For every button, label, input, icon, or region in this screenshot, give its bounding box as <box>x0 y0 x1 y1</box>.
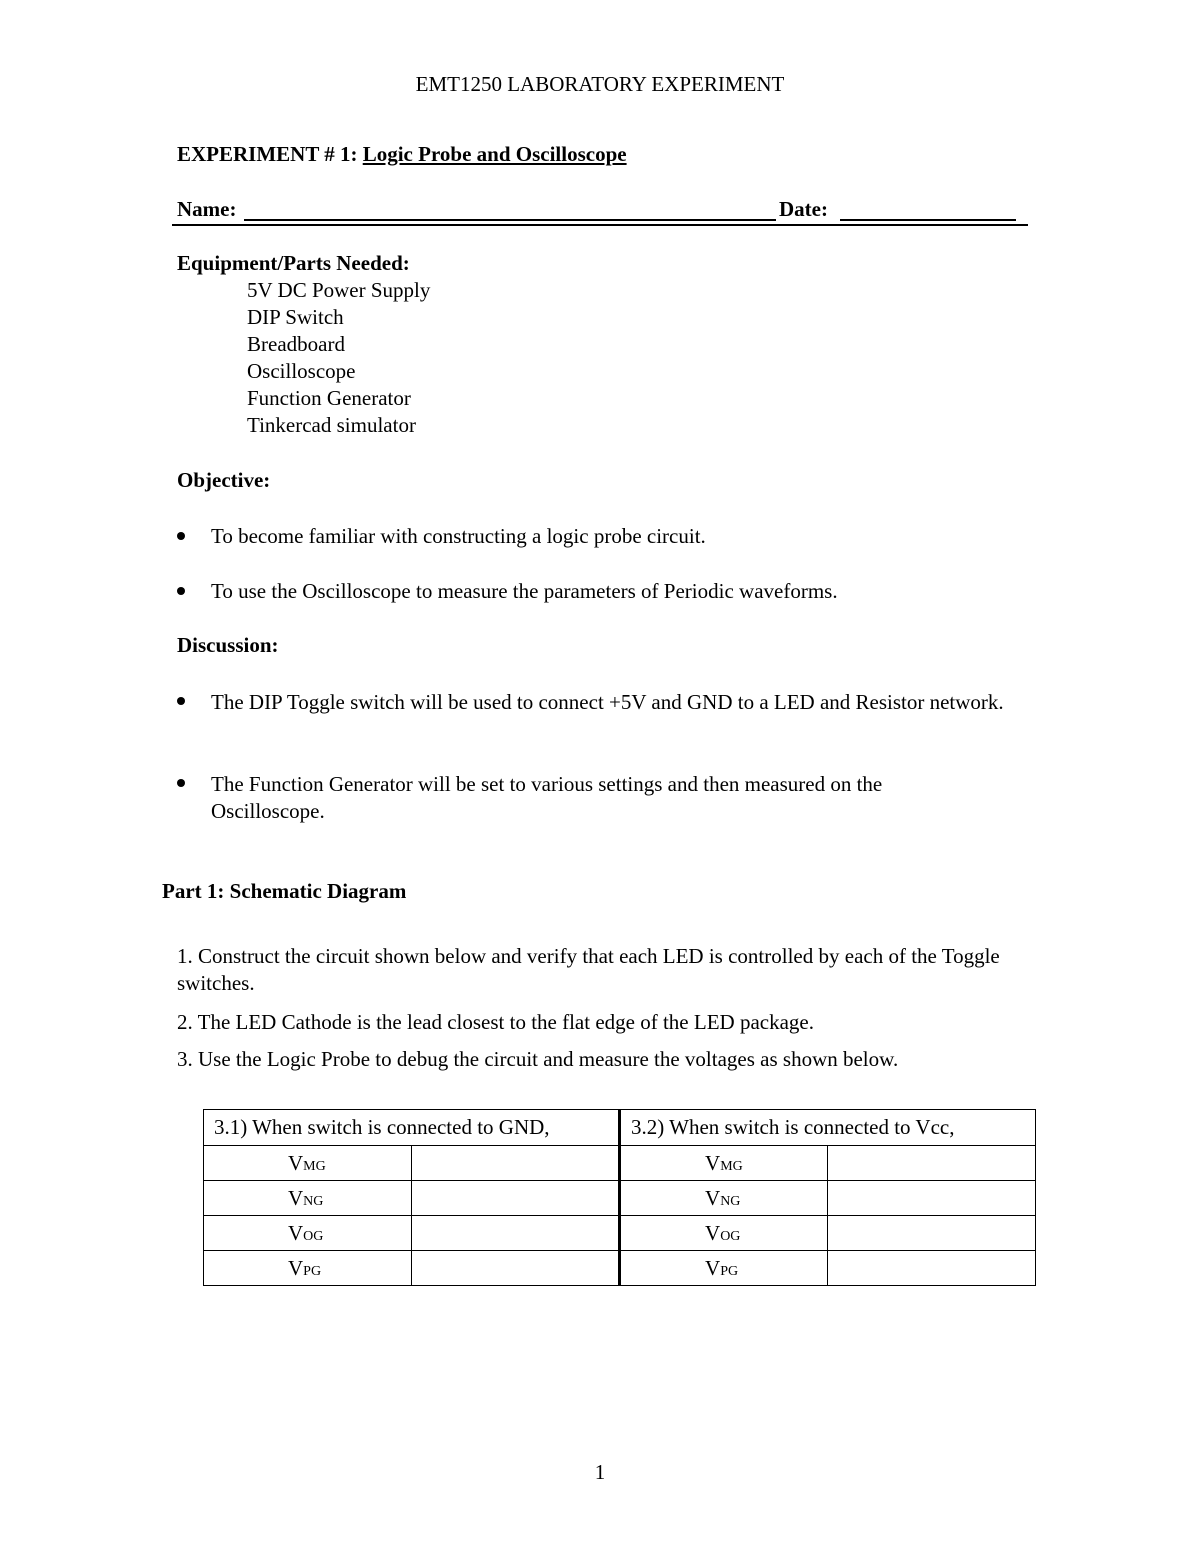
voltage-label: VNG <box>204 1181 412 1216</box>
objective-item: To become familiar with constructing a logic probe circuit. <box>211 524 706 548</box>
part1-step: 1. Construct the circuit shown below and verify that each LED is controlled by each of the Toggle switches. <box>177 944 1000 995</box>
table-row <box>204 1216 1036 1251</box>
date-field-underline[interactable] <box>840 219 1016 221</box>
voltage-value-cell[interactable] <box>412 1146 620 1181</box>
page-header-title: EMT1250 LABORATORY EXPERIMENT <box>415 72 785 96</box>
voltage-value-cell[interactable] <box>412 1251 620 1286</box>
voltage-measurement-table <box>203 1109 1036 1286</box>
discussion-item: The Function Generator will be set to various settings and then measured on the Oscilloscope. <box>211 772 883 823</box>
table-header-row <box>204 1110 1036 1146</box>
part1-step: 3. Use the Logic Probe to debug the circuit and measure the voltages as shown below. <box>177 1047 899 1071</box>
voltage-value-cell[interactable] <box>828 1251 1036 1286</box>
voltage-label: VOG <box>620 1216 828 1251</box>
voltage-value-cell[interactable] <box>828 1146 1036 1181</box>
voltage-label: VOG <box>204 1216 412 1251</box>
objective-item: To use the Oscilloscope to measure the parameters of Periodic waveforms. <box>211 579 838 603</box>
part1-heading: Part 1: Schematic Diagram <box>162 879 407 903</box>
equipment-item: Breadboard <box>247 332 345 356</box>
voltage-value-cell[interactable] <box>412 1216 620 1251</box>
table-row <box>204 1181 1036 1216</box>
name-field-underline[interactable] <box>244 219 776 221</box>
voltage-value-cell[interactable] <box>828 1216 1036 1251</box>
voltage-label: VPG <box>620 1251 828 1286</box>
name-label: Name: <box>177 197 237 221</box>
header-divider <box>172 224 1028 226</box>
bullet-icon <box>177 587 185 595</box>
equipment-item: Function Generator <box>247 386 411 410</box>
table-header-vcc: 3.2) When switch is connected to Vcc, <box>620 1110 1036 1146</box>
voltage-label: VMG <box>204 1146 412 1181</box>
voltage-label: VMG <box>620 1146 828 1181</box>
equipment-item: DIP Switch <box>247 305 344 329</box>
bullet-icon <box>177 697 185 705</box>
part1-step: 2. The LED Cathode is the lead closest to the flat edge of the LED package. <box>177 1010 814 1034</box>
table-row <box>204 1251 1036 1286</box>
discussion-heading: Discussion: <box>177 633 279 657</box>
equipment-item: Oscilloscope <box>247 359 356 383</box>
voltage-label: VNG <box>620 1181 828 1216</box>
bullet-icon <box>177 779 185 787</box>
equipment-heading: Equipment/Parts Needed: <box>177 251 410 275</box>
voltage-value-cell[interactable] <box>412 1181 620 1216</box>
discussion-item: The DIP Toggle switch will be used to connect +5V and GND to a LED and Resistor network. <box>211 690 1004 714</box>
bullet-icon <box>177 532 185 540</box>
page-number: 1 <box>594 1460 606 1484</box>
equipment-item: 5V DC Power Supply <box>247 278 431 302</box>
equipment-item: Tinkercad simulator <box>247 413 416 437</box>
date-label: Date: <box>779 197 828 221</box>
experiment-label: EXPERIMENT # 1: <box>177 142 358 166</box>
voltage-value-cell[interactable] <box>828 1181 1036 1216</box>
table-row <box>204 1146 1036 1181</box>
experiment-title: Logic Probe and Oscilloscope <box>362 142 627 166</box>
table-header-gnd: 3.1) When switch is connected to GND, <box>204 1110 620 1146</box>
voltage-label: VPG <box>204 1251 412 1286</box>
objective-heading: Objective: <box>177 468 271 492</box>
experiment-heading <box>177 142 627 167</box>
